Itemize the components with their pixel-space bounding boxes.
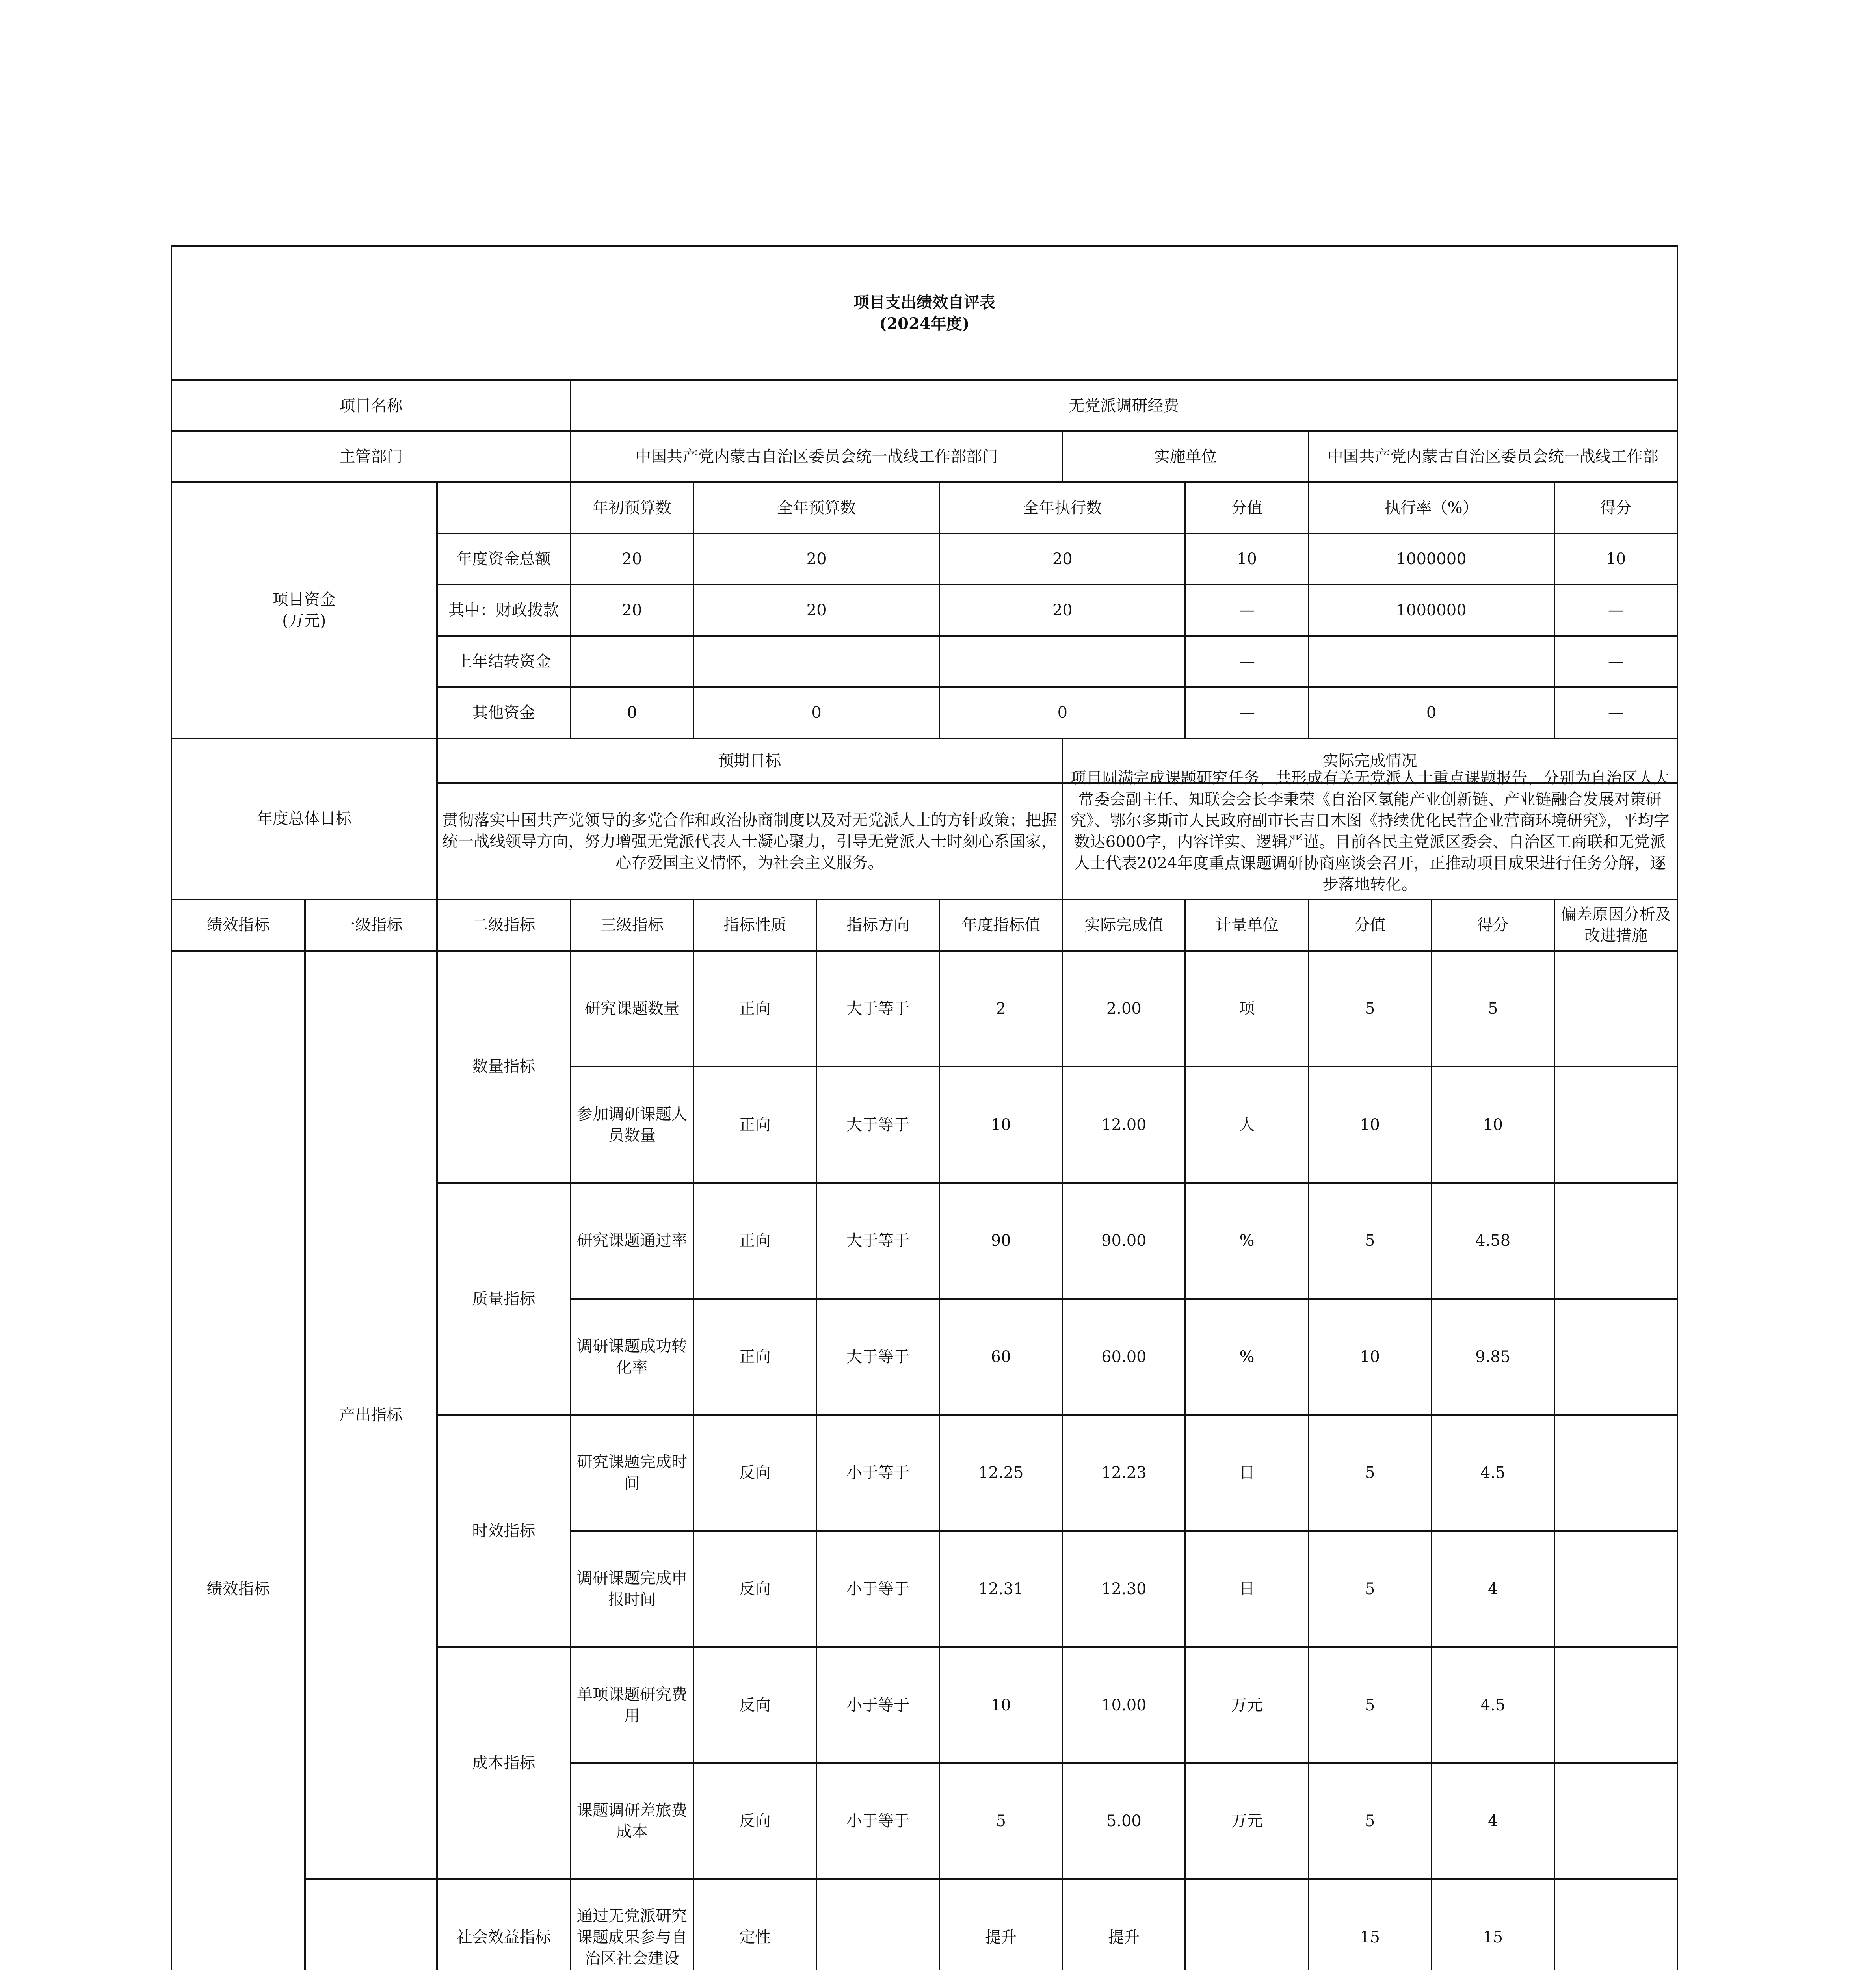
form-year: (2024年度) xyxy=(879,314,970,333)
dept-value: 中国共产党内蒙古自治区委员会统一战线工作部部门 xyxy=(571,431,1062,482)
funds-header-rate: 执行率（%） xyxy=(1309,482,1554,533)
impl-label: 实施单位 xyxy=(1062,431,1308,482)
funds-header-score: 得分 xyxy=(1554,482,1677,533)
indicator-row: 参加调研课题人员数量 正向 大于等于 10 12.00 人 10 10 xyxy=(171,1067,1677,1183)
level2-quantity: 数量指标 xyxy=(437,951,571,1183)
indicator-row: 成本指标 单项课题研究费用 反向 小于等于 10 10.00 万元 5 4.5 xyxy=(171,1647,1677,1763)
title-cell xyxy=(171,246,1677,380)
funds-row: 其他资金 0 0 0 — 0 — xyxy=(171,687,1677,738)
actual-completion-header: 实际完成情况 xyxy=(1062,738,1677,784)
project-name-value: 无党派调研经费 xyxy=(571,380,1677,431)
indicator-row: 时效指标 研究课题完成时间 反向 小于等于 12.25 12.23 日 5 4.5 xyxy=(171,1415,1677,1531)
funds-label: 项目资金 (万元) xyxy=(171,482,437,738)
form-title: 项目支出绩效自评表 xyxy=(853,293,995,312)
level2-quality: 质量指标 xyxy=(437,1183,571,1415)
indicator-header-row: 绩效指标 一级指标 二级指标 三级指标 指标性质 指标方向 年度指标值 实际完成值 计量单位 分值 得分 偏差原因分析及改进措施 xyxy=(171,900,1677,951)
level1-benefit xyxy=(305,1879,437,1970)
self-evaluation-table xyxy=(171,245,1678,1970)
funds-corner xyxy=(437,482,571,533)
indicator-row: 质量指标 研究课题通过率 正向 大于等于 90 90.00 % 5 4.58 xyxy=(171,1183,1677,1299)
funds-row: 其中：财政拨款 20 20 20 — 1000000 — xyxy=(171,585,1677,636)
impl-value: 中国共产党内蒙古自治区委员会统一战线工作部 xyxy=(1309,431,1677,482)
actual-completion-cell xyxy=(1062,769,1677,900)
level1-output: 产出指标 xyxy=(305,951,437,1879)
indicator-row: 调研课题成功转化率 正向 大于等于 60 60.00 % 10 9.85 xyxy=(171,1299,1677,1415)
funds-row: 上年结转资金 — — xyxy=(171,636,1677,687)
goals-label: 年度总体目标 xyxy=(171,738,437,900)
indicator-row: 课题调研差旅费成本 反向 小于等于 5 5.00 万元 5 4 xyxy=(171,1763,1677,1879)
funds-row: 年度资金总额 20 20 20 10 1000000 10 xyxy=(171,533,1677,585)
indicator-row: 绩效指标 产出指标 数量指标 研究课题数量 正向 大于等于 2 2.00 项 5 5 xyxy=(171,951,1677,1067)
indicator-row: 社会效益指标 通过无党派研究课题成果参与自治区社会建设 定性 提升 提升 15 15 xyxy=(171,1879,1677,1970)
indicator-row: 调研课题完成申报时间 反向 小于等于 12.31 12.30 日 5 4 xyxy=(171,1531,1677,1647)
level2-timeliness: 时效指标 xyxy=(437,1415,571,1647)
project-name-label: 项目名称 xyxy=(171,380,571,431)
level2-cost: 成本指标 xyxy=(437,1647,571,1879)
expected-goal-header: 预期目标 xyxy=(437,738,1063,784)
actual-completion-text: 项目圆满完成课题研究任务，共形成有关无党派人士重点课题报告，分别为自治区人大常委会副主任、知联会会长李秉荣《自治区氢能产业创新链、产业链融合发展对策研究》、鄂尔多斯市人民政府副市长吉日木图《持续优化民营企业营商环境研究》，平均字数达6000字，内容详实、逻辑严谨。目前各民主党派区委会、自治区工商联和无党派人士代表2024年度重点课题调研协商座谈会召开，正推动项目成果进行任务分解，逐步落地转化。 xyxy=(1070,769,1670,894)
funds-header-initial: 年初预算数 xyxy=(571,482,694,533)
funds-header-annual: 全年预算数 xyxy=(694,482,939,533)
dept-label: 主管部门 xyxy=(171,431,571,482)
funds-header-executed: 全年执行数 xyxy=(939,482,1185,533)
perf-label: 绩效指标 xyxy=(171,951,305,1970)
funds-header-score-value: 分值 xyxy=(1185,482,1308,533)
expected-goal-text: 贯彻落实中国共产党领导的多党合作和政治协商制度以及对无党派人士的方针政策；把握统一战线领导方向，努力增强无党派代表人士凝心聚力，引导无党派人士时刻心系国家，心存爱国主义情怀，为社会主义服务。 xyxy=(437,783,1063,900)
level2-social: 社会效益指标 xyxy=(437,1879,571,1970)
